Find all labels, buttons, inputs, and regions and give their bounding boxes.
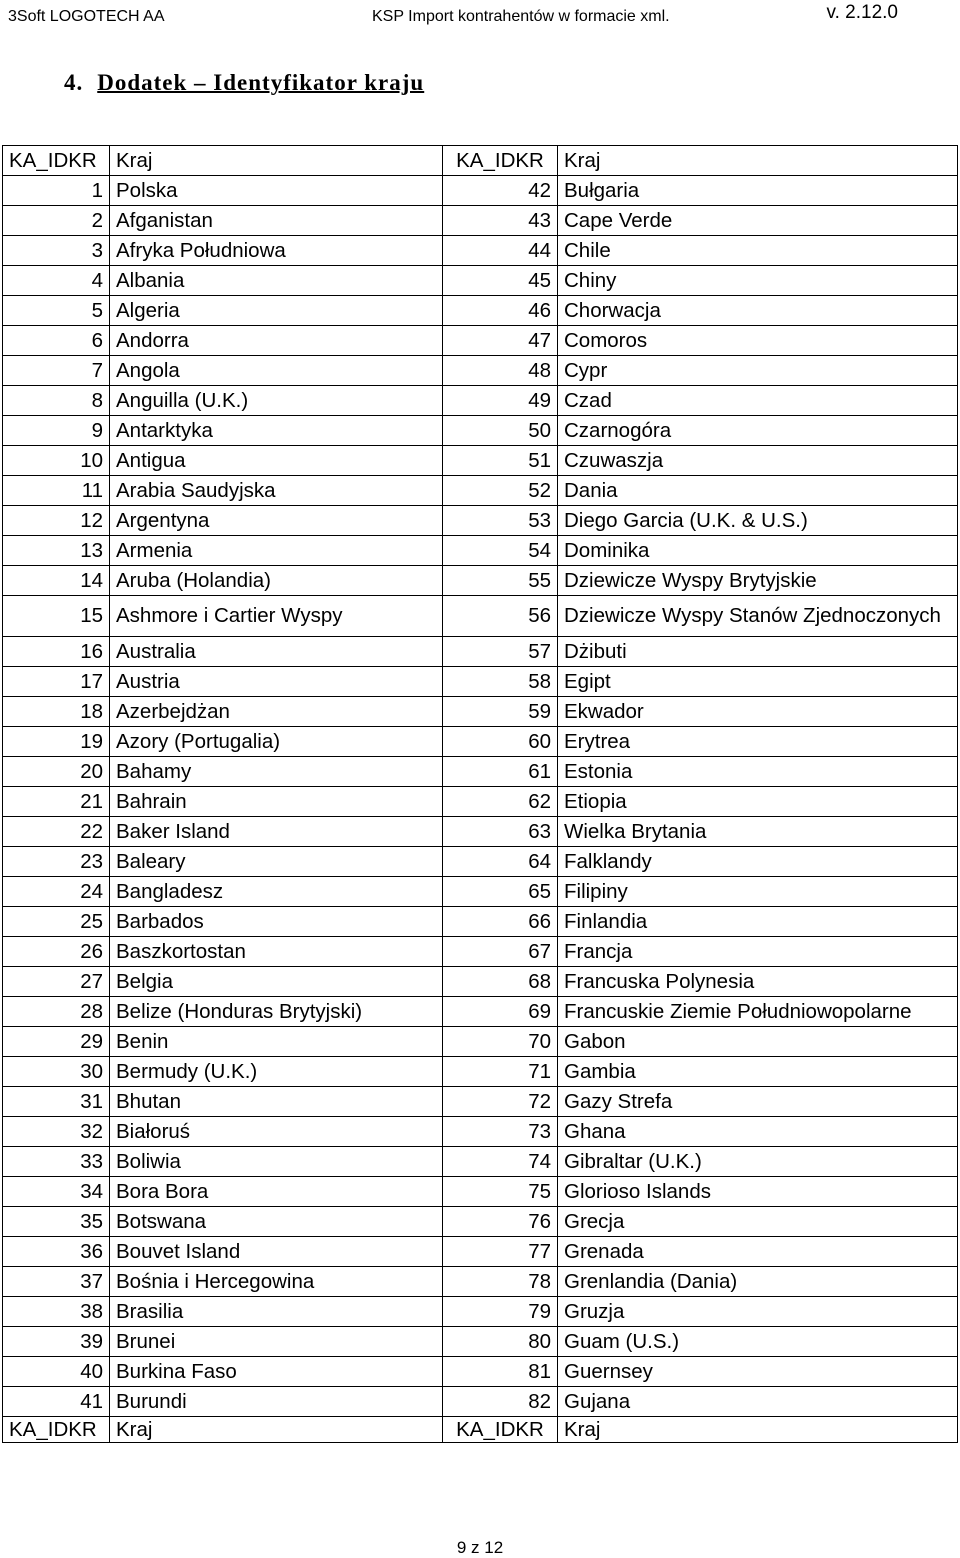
country-name: Comoros xyxy=(558,326,958,356)
country-name: Chiny xyxy=(558,266,958,296)
country-name: Francuskie Ziemie Południowopolarne xyxy=(558,997,958,1027)
country-id: 42 xyxy=(443,176,558,206)
country-name: Barbados xyxy=(110,907,443,937)
country-id: 68 xyxy=(443,967,558,997)
country-name: Andorra xyxy=(110,326,443,356)
country-name: Białoruś xyxy=(110,1117,443,1147)
country-id: 30 xyxy=(3,1057,110,1087)
country-id: 24 xyxy=(3,877,110,907)
country-id: 1 xyxy=(3,176,110,206)
country-name: Gruzja xyxy=(558,1297,958,1327)
country-id: 26 xyxy=(3,937,110,967)
country-name: Gabon xyxy=(558,1027,958,1057)
table-row xyxy=(3,1087,958,1117)
table-row xyxy=(3,1357,958,1387)
country-id: 69 xyxy=(443,997,558,1027)
country-name: Dziewicze Wyspy Brytyjskie xyxy=(558,566,958,596)
country-id: 23 xyxy=(3,847,110,877)
country-id: 37 xyxy=(3,1267,110,1297)
footer-kraj-2: Kraj xyxy=(558,1417,958,1443)
country-name: Dania xyxy=(558,476,958,506)
table-row xyxy=(3,1297,958,1327)
country-id: 34 xyxy=(3,1177,110,1207)
table-row xyxy=(3,697,958,727)
country-id: 64 xyxy=(443,847,558,877)
country-name: Bora Bora xyxy=(110,1177,443,1207)
country-id: 47 xyxy=(443,326,558,356)
header-ka-idkr: KA_IDKR xyxy=(3,146,110,176)
country-name: Bułgaria xyxy=(558,176,958,206)
country-name: Albania xyxy=(110,266,443,296)
country-id: 50 xyxy=(443,416,558,446)
table-row xyxy=(3,596,958,637)
country-name: Brasilia xyxy=(110,1297,443,1327)
country-name: Argentyna xyxy=(110,506,443,536)
country-name: Botswana xyxy=(110,1207,443,1237)
table-row xyxy=(3,506,958,536)
country-name: Burundi xyxy=(110,1387,443,1417)
table-row xyxy=(3,1117,958,1147)
country-name: Ashmore i Cartier Wyspy xyxy=(110,596,443,637)
table-row xyxy=(3,1327,958,1357)
document-title: KSP Import kontrahentów w formacie xml. xyxy=(372,8,670,25)
country-name: Finlandia xyxy=(558,907,958,937)
country-name: Grenada xyxy=(558,1237,958,1267)
country-id: 57 xyxy=(443,637,558,667)
country-name: Belgia xyxy=(110,967,443,997)
country-id: 9 xyxy=(3,416,110,446)
table-row xyxy=(3,907,958,937)
table-header-row xyxy=(3,146,958,176)
country-name: Baleary xyxy=(110,847,443,877)
country-id: 65 xyxy=(443,877,558,907)
country-id: 25 xyxy=(3,907,110,937)
country-id: 48 xyxy=(443,356,558,386)
country-name: Cypr xyxy=(558,356,958,386)
country-id: 3 xyxy=(3,236,110,266)
country-id: 82 xyxy=(443,1387,558,1417)
country-name: Afryka Południowa xyxy=(110,236,443,266)
company-name: 3Soft LOGOTECH AA xyxy=(8,8,165,25)
country-name: Bahamy xyxy=(110,757,443,787)
table-row xyxy=(3,1177,958,1207)
country-name: Anguilla (U.K.) xyxy=(110,386,443,416)
country-id: 12 xyxy=(3,506,110,536)
country-name: Bahrain xyxy=(110,787,443,817)
country-name: Polska xyxy=(110,176,443,206)
country-id: 15 xyxy=(3,596,110,637)
country-id: 61 xyxy=(443,757,558,787)
country-name: Egipt xyxy=(558,667,958,697)
table-row xyxy=(3,416,958,446)
country-id: 60 xyxy=(443,727,558,757)
country-id: 58 xyxy=(443,667,558,697)
country-id: 21 xyxy=(3,787,110,817)
country-id: 33 xyxy=(3,1147,110,1177)
table-row xyxy=(3,1267,958,1297)
country-name: Azory (Portugalia) xyxy=(110,727,443,757)
country-id: 11 xyxy=(3,476,110,506)
table-row xyxy=(3,326,958,356)
table-row xyxy=(3,817,958,847)
country-name: Afganistan xyxy=(110,206,443,236)
table-row xyxy=(3,446,958,476)
country-name: Chorwacja xyxy=(558,296,958,326)
country-id: 38 xyxy=(3,1297,110,1327)
country-id-table xyxy=(2,145,958,1443)
country-id: 72 xyxy=(443,1087,558,1117)
country-name: Erytrea xyxy=(558,727,958,757)
country-name: Australia xyxy=(110,637,443,667)
section-number: 4. xyxy=(64,70,84,95)
table-row xyxy=(3,176,958,206)
country-name: Guernsey xyxy=(558,1357,958,1387)
country-name: Dziewicze Wyspy Stanów Zjednoczonych xyxy=(558,596,958,637)
table-row xyxy=(3,1387,958,1417)
footer-ka-idkr: KA_IDKR xyxy=(3,1417,110,1443)
country-name: Glorioso Islands xyxy=(558,1177,958,1207)
table-row xyxy=(3,967,958,997)
country-id: 53 xyxy=(443,506,558,536)
country-name: Baszkortostan xyxy=(110,937,443,967)
footer-kraj: Kraj xyxy=(110,1417,443,1443)
country-name: Antarktyka xyxy=(110,416,443,446)
country-name: Gazy Strefa xyxy=(558,1087,958,1117)
country-id: 28 xyxy=(3,997,110,1027)
country-id: 39 xyxy=(3,1327,110,1357)
country-name: Boliwia xyxy=(110,1147,443,1177)
section-title: Dodatek – Identyfikator kraju xyxy=(97,70,425,95)
country-id: 4 xyxy=(3,266,110,296)
table-row xyxy=(3,727,958,757)
table-row xyxy=(3,787,958,817)
page-number: 9 z 12 xyxy=(456,1538,504,1557)
country-name: Etiopia xyxy=(558,787,958,817)
country-id: 27 xyxy=(3,967,110,997)
country-name: Baker Island xyxy=(110,817,443,847)
country-name: Bouvet Island xyxy=(110,1237,443,1267)
country-name: Ekwador xyxy=(558,697,958,727)
country-name: Burkina Faso xyxy=(110,1357,443,1387)
country-id: 13 xyxy=(3,536,110,566)
country-id: 31 xyxy=(3,1087,110,1117)
table-row xyxy=(3,667,958,697)
country-name: Grenlandia (Dania) xyxy=(558,1267,958,1297)
country-id: 43 xyxy=(443,206,558,236)
country-name: Bermudy (U.K.) xyxy=(110,1057,443,1087)
country-id: 5 xyxy=(3,296,110,326)
country-name: Angola xyxy=(110,356,443,386)
country-name: Algeria xyxy=(110,296,443,326)
table-row xyxy=(3,757,958,787)
country-id: 63 xyxy=(443,817,558,847)
country-name: Francuska Polynesia xyxy=(558,967,958,997)
country-id: 19 xyxy=(3,727,110,757)
country-id: 2 xyxy=(3,206,110,236)
country-id: 77 xyxy=(443,1237,558,1267)
table-row xyxy=(3,566,958,596)
country-id: 49 xyxy=(443,386,558,416)
country-id: 35 xyxy=(3,1207,110,1237)
country-id: 52 xyxy=(443,476,558,506)
country-id: 66 xyxy=(443,907,558,937)
country-name: Ghana xyxy=(558,1117,958,1147)
table-row xyxy=(3,266,958,296)
country-id: 16 xyxy=(3,637,110,667)
country-id: 81 xyxy=(443,1357,558,1387)
table-row xyxy=(3,637,958,667)
table-footer-row xyxy=(3,1417,958,1443)
country-id: 46 xyxy=(443,296,558,326)
country-name: Estonia xyxy=(558,757,958,787)
country-id: 41 xyxy=(3,1387,110,1417)
country-name: Belize (Honduras Brytyjski) xyxy=(110,997,443,1027)
table-row xyxy=(3,386,958,416)
table-row xyxy=(3,356,958,386)
country-name: Grecja xyxy=(558,1207,958,1237)
footer-ka-idkr-2: KA_IDKR xyxy=(443,1417,558,1443)
country-name: Arabia Saudyjska xyxy=(110,476,443,506)
table-row xyxy=(3,1027,958,1057)
country-name: Armenia xyxy=(110,536,443,566)
country-name: Dżibuti xyxy=(558,637,958,667)
country-id: 7 xyxy=(3,356,110,386)
country-name: Gambia xyxy=(558,1057,958,1087)
country-name: Bangladesz xyxy=(110,877,443,907)
country-id: 71 xyxy=(443,1057,558,1087)
country-id: 51 xyxy=(443,446,558,476)
country-id: 79 xyxy=(443,1297,558,1327)
country-id: 32 xyxy=(3,1117,110,1147)
country-name: Filipiny xyxy=(558,877,958,907)
table-row xyxy=(3,847,958,877)
country-id: 18 xyxy=(3,697,110,727)
country-name: Czuwaszja xyxy=(558,446,958,476)
table-row xyxy=(3,1207,958,1237)
country-id: 44 xyxy=(443,236,558,266)
country-id: 56 xyxy=(443,596,558,637)
country-id: 78 xyxy=(443,1267,558,1297)
country-name: Bośnia i Hercegowina xyxy=(110,1267,443,1297)
country-name: Azerbejdżan xyxy=(110,697,443,727)
country-id: 36 xyxy=(3,1237,110,1267)
table-row xyxy=(3,296,958,326)
country-name: Czad xyxy=(558,386,958,416)
table-row xyxy=(3,536,958,566)
country-id: 73 xyxy=(443,1117,558,1147)
country-id: 74 xyxy=(443,1147,558,1177)
header-kraj: Kraj xyxy=(110,146,443,176)
country-name: Diego Garcia (U.K. & U.S.) xyxy=(558,506,958,536)
country-id: 45 xyxy=(443,266,558,296)
country-id: 67 xyxy=(443,937,558,967)
country-name: Chile xyxy=(558,236,958,266)
country-id: 17 xyxy=(3,667,110,697)
country-name: Czarnogóra xyxy=(558,416,958,446)
country-name: Bhutan xyxy=(110,1087,443,1117)
header-ka-idkr-2: KA_IDKR xyxy=(443,146,558,176)
country-name: Gibraltar (U.K.) xyxy=(558,1147,958,1177)
country-id: 75 xyxy=(443,1177,558,1207)
country-id: 22 xyxy=(3,817,110,847)
country-name: Guam (U.S.) xyxy=(558,1327,958,1357)
table-row xyxy=(3,937,958,967)
country-name: Gujana xyxy=(558,1387,958,1417)
table-row xyxy=(3,877,958,907)
country-name: Austria xyxy=(110,667,443,697)
table-row xyxy=(3,1147,958,1177)
country-id: 54 xyxy=(443,536,558,566)
table-row xyxy=(3,997,958,1027)
table-row xyxy=(3,236,958,266)
country-name: Brunei xyxy=(110,1327,443,1357)
country-name: Dominika xyxy=(558,536,958,566)
section-heading xyxy=(64,70,424,96)
country-id: 59 xyxy=(443,697,558,727)
country-name: Benin xyxy=(110,1027,443,1057)
country-id: 6 xyxy=(3,326,110,356)
country-name: Cape Verde xyxy=(558,206,958,236)
version-label: v. 2.12.0 xyxy=(826,2,898,23)
header-kraj-2: Kraj xyxy=(558,146,958,176)
table-row xyxy=(3,476,958,506)
country-name: Francja xyxy=(558,937,958,967)
country-id: 76 xyxy=(443,1207,558,1237)
country-id: 29 xyxy=(3,1027,110,1057)
country-id: 8 xyxy=(3,386,110,416)
country-id: 55 xyxy=(443,566,558,596)
country-name: Wielka Brytania xyxy=(558,817,958,847)
country-id: 10 xyxy=(3,446,110,476)
country-id: 20 xyxy=(3,757,110,787)
country-id: 14 xyxy=(3,566,110,596)
country-id: 40 xyxy=(3,1357,110,1387)
country-id: 70 xyxy=(443,1027,558,1057)
country-id: 62 xyxy=(443,787,558,817)
table-row xyxy=(3,1057,958,1087)
country-id: 80 xyxy=(443,1327,558,1357)
country-name: Falklandy xyxy=(558,847,958,877)
table-row xyxy=(3,1237,958,1267)
table-row xyxy=(3,206,958,236)
country-name: Aruba (Holandia) xyxy=(110,566,443,596)
country-name: Antigua xyxy=(110,446,443,476)
